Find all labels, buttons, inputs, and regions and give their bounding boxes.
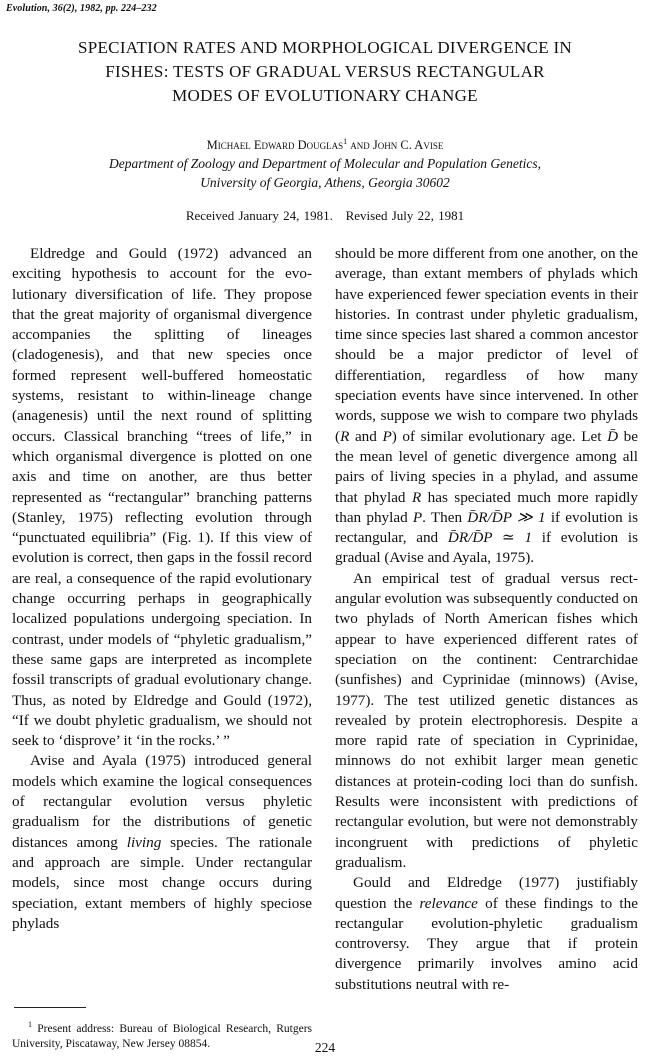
journal-citation: Evolution, 36(2), 1982, pp. 224–232 <box>6 3 157 14</box>
paragraph-text: species. The rationale and approach are simple. Under rectangular models, since most change occurs during speciation, extant members of highly speciose phylads <box>12 833 312 932</box>
author-1: Michael Edward Douglas <box>206 138 344 153</box>
paragraph <box>335 873 638 995</box>
phylad-symbol: P <box>382 427 392 445</box>
paragraph-text: if evolution is rectangular, and <box>335 508 638 547</box>
author-2: John C. Avise <box>372 138 444 153</box>
paragraph: An empirical test of gradual versus rectangular evolution was subsequently conducted on two phylads of North American fishes which appear to have experienced different rates of speciation on the continent: Centrarchidae (sunfishes) and Cyprinidae (minnows) (Avise, 1977). The test utilized genetic distances as revealed by protein electrophoresis. Despite a more rapid rate of speciation in Cyprinidae, minnows do not exhibit larger mean genetic distances at protein-coding loci than do sunfish. Results were inconsistent with predictions of rectangular evolution, but were not demonstrably incongruent with predictions of phyletic gradualism. <box>335 569 638 871</box>
footnote-mark: 1 <box>28 1020 32 1029</box>
footnote-divider <box>14 1007 86 1008</box>
page-number: 224 <box>314 1040 336 1055</box>
paragraph-text: Gould and Eldredge (1977) justifiably question the <box>335 874 638 912</box>
paragraph-text: should be more different from one another, on the average, than extant members of phylads which have experienced fewer speciation events in their histories. In contrast under phyletic gradualism, time since species last shared a common ancestor should be a major predictor of level of differentiation, regardless of how many speciation events have since intervened. In other words, suppose we wish to compare two phylads ( <box>335 245 638 445</box>
paragraph-text: . Then <box>422 508 468 526</box>
emphasis: relevance <box>419 894 478 912</box>
math-expression: D̄R/D̄P ≫ 1 <box>467 508 546 526</box>
author-list <box>0 137 650 153</box>
affiliation <box>40 154 610 192</box>
right-column <box>335 244 638 995</box>
title-line-1: SPECIATION RATES AND MORPHOLOGICAL DIVERGENCE IN <box>77 38 573 57</box>
math-expression: D̄R/D̄P ≃ 1 <box>447 529 533 547</box>
phylad-symbol: R <box>411 488 422 506</box>
title-line-3: MODES OF EVOLUTIONARY CHANGE <box>172 86 478 105</box>
article-title <box>20 36 630 108</box>
emphasis: living <box>126 833 162 851</box>
paragraph-text: Avise and Ayala (1975) introduced general models which examine the logical consequences of rectangular evolution versus phyletic gradualism for the distributions of genetic distances among <box>12 752 312 851</box>
left-column <box>12 244 312 934</box>
footnote-text: Present address: Bureau of Biological Research, Rutgers University, Piscataway, New Jersey 08854. <box>12 1022 312 1050</box>
paragraph: Eldredge and Gould (1972) advanced an exciting hypothesis to account for the evolutionary diversification of life. They propose that the great majority of organismal divergence accompanies the splitting of lineages (cladogenesis), and that new species once formed represent well-buffered homeostatic systems, resistant to within-lineage change (anagenesis) until the next round of splitting occurs. Classical branching “trees of life,” in which organismal divergence is plotted on one axis and time on another, are thus better represented as “rectangular” branching patterns (Stanley, 1975) reflecting evolution through “punctuated equilibria” (Fig. 1). If this view of evolution is correct, then gaps in the fossil record are real, a consequence of the rapid evolutionary change occurring perhaps in geographically localized populations undergoing speciation. In contrast, under models of “phyletic gradualism,” these same gaps are interpreted as incomplete fossil transcripts of gradual evolutionary change. Thus, as noted by Eldredge and Gould (1972), “If we doubt phyletic gradualism, we should not seek to ‘disprove’ it ‘in the rocks.’ ” <box>12 245 312 750</box>
affiliation-line-2: University of Georgia, Athens, Georgia 30602 <box>200 175 450 190</box>
paragraph-text: ) of similar evolutionary age. Let <box>391 427 608 445</box>
author-conjunction: and <box>347 138 373 153</box>
paragraph-text: be the mean level of genetic divergence among all pairs of living species in a phylad, and assume that phylad <box>335 427 638 506</box>
phylad-symbol: R <box>340 427 350 445</box>
phylad-symbol: P <box>412 508 423 526</box>
affiliation-line-1: Department of Zoology and Department of Molecular and Population Genetics, <box>109 156 541 171</box>
math-symbol: D̄ <box>607 427 619 445</box>
title-line-2: FISHES: TESTS OF GRADUAL VERSUS RECTANGULAR <box>105 62 545 81</box>
paragraph <box>335 244 638 569</box>
paragraph <box>12 751 312 934</box>
paragraph-text: if evolution is gradual (Avise and Ayala, 1975). <box>335 529 638 567</box>
paragraph-text: has speciated much more rapidly than phylad <box>335 488 638 526</box>
paragraph-text: of these findings to the rectangular evolution-phyletic gradualism controversy. They argue that if protein divergence primarily involves amino acid substitutions neutral with re- <box>335 894 638 993</box>
paragraph-text: and <box>349 427 383 445</box>
author-1-footnote-mark: 1 <box>343 137 348 146</box>
received-dates: Received January 24, 1981. Revised July 22, 1981 <box>185 208 465 223</box>
